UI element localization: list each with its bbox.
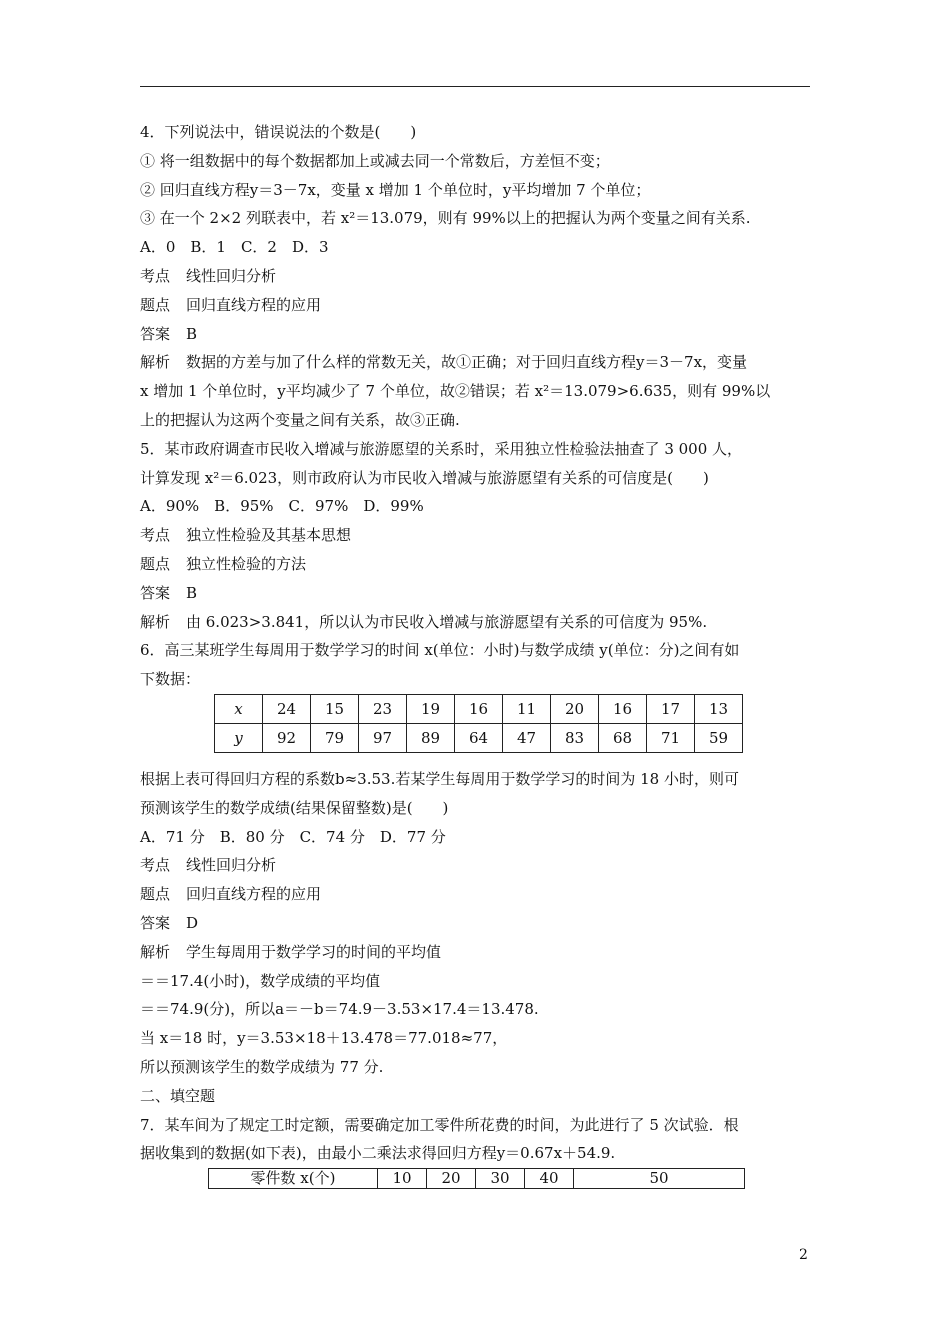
table-cell: 89: [407, 723, 455, 752]
page-number: 2: [799, 1247, 808, 1263]
analysis-text: 由 6.023>3.841，所以认为市民收入增减与旅游愿望有关系的可信度为 95%.: [186, 612, 708, 631]
table-cell: 59: [695, 723, 743, 752]
kaodian-label: 考点: [140, 526, 171, 545]
q4-stem: 4．下列说法中，错误说法的个数是( ): [140, 123, 417, 141]
answer-label: 答案: [140, 324, 171, 343]
table-cell: 97: [359, 723, 407, 752]
header-rule: [140, 86, 810, 87]
q7-stem-2: 据收集到的数据(如下表)，由最小二乘法求得回归方程y＝0.67x＋54.9.: [140, 1144, 616, 1163]
q6-analysis-2: ＝＝17.4(小时)，数学成绩的平均值: [140, 971, 381, 990]
table-cell: 92: [263, 723, 311, 752]
analysis-label: 解析: [140, 942, 171, 961]
table-cell: 30: [476, 1169, 525, 1189]
table-cell: 16: [455, 694, 503, 723]
table-cell: 40: [525, 1169, 574, 1189]
table-header: 零件数 x(个): [209, 1169, 378, 1189]
table-cell: 47: [503, 723, 551, 752]
q7-stem-1: 7．某车间为了规定工时定额，需要确定加工零件所花费的时间，为此进行了 5 次试验．根: [140, 1115, 739, 1134]
tidian-text: 回归直线方程的应用: [186, 295, 322, 314]
q4-analysis-3: 上的把握认为这两个变量之间有关系，故③正确.: [140, 410, 460, 429]
table-header-x: x: [215, 694, 263, 723]
analysis-text: 学生每周用于数学学习的时间的平均值: [186, 942, 442, 961]
table-row-y: [215, 723, 743, 752]
q4-answer: [140, 320, 810, 349]
q4-statement-1: ① 将一组数据中的每个数据都加上或减去同一个常数后，方差恒不变；: [140, 151, 610, 170]
table-cell: 13: [695, 694, 743, 723]
tidian-label: 题点: [140, 295, 171, 314]
analysis-label: 解析: [140, 353, 171, 372]
table-cell: 19: [407, 694, 455, 723]
q4-analysis-2: x 增加 1 个单位时，y平均减少了 7 个单位，故②错误；若 x²＝13.079>6.635，则有 99%以: [140, 382, 771, 401]
answer-text: B: [186, 583, 198, 602]
table-cell: 23: [359, 694, 407, 723]
q4-options: A．0 B．1 C．2 D．3: [140, 238, 329, 257]
q6-analysis-3: ＝＝74.9(分)，所以a＝－b＝74.9－3.53×17.4＝13.478.: [140, 1000, 539, 1019]
tidian-label: 题点: [140, 554, 171, 573]
table-cell: 15: [311, 694, 359, 723]
q5-kaodian: [140, 521, 810, 550]
table-cell: 71: [647, 723, 695, 752]
analysis-label: 解析: [140, 612, 171, 631]
q5-options: A．90% B．95% C．97% D．99%: [140, 497, 424, 516]
table-cell: 20: [427, 1169, 476, 1189]
table-header-y: y: [215, 723, 263, 752]
q7-data-table: [208, 1168, 745, 1189]
kaodian-text: 线性回归分析: [186, 266, 277, 285]
kaodian-label: 考点: [140, 266, 171, 285]
q6-tidian: [140, 880, 810, 909]
q6-answer: [140, 909, 810, 938]
table-cell: 16: [599, 694, 647, 723]
section-heading: 二、填空题: [140, 1086, 216, 1105]
table-cell: 20: [551, 694, 599, 723]
q6-stem-2: 下数据：: [140, 670, 201, 689]
q6-options: A．71 分 B．80 分 C．74 分 D．77 分: [140, 827, 446, 846]
q4-statement-2: ② 回归直线方程y＝3－7x，变量 x 增加 1 个单位时，y平均增加 7 个单位；: [140, 180, 651, 199]
table-row-x: [215, 694, 743, 723]
tidian-text: 回归直线方程的应用: [186, 885, 322, 904]
q5-analysis-1: [140, 608, 810, 637]
q6-stem-1: 6．高三某班学生每周用于数学学习的时间 x(单位：小时)与数学成绩 y(单位：分)之间有如: [140, 641, 740, 660]
q6-analysis-1: [140, 938, 810, 967]
q5-tidian: [140, 550, 810, 579]
q5-stem-1: 5．某市政府调查市民收入增减与旅游愿望的关系时，采用独立性检验法抽查了 3 000 人，: [140, 439, 743, 458]
table-cell: 50: [574, 1169, 745, 1189]
q6-analysis-5: 所以预测该学生的数学成绩为 77 分.: [140, 1057, 384, 1076]
kaodian-text: 独立性检验及其基本思想: [186, 526, 352, 545]
table-cell: 79: [311, 723, 359, 752]
kaodian-label: 考点: [140, 856, 171, 875]
q6-analysis-4: 当 x＝18 时，y＝3.53×18＋13.478＝77.018≈77，: [140, 1029, 508, 1048]
tidian-text: 独立性检验的方法: [186, 554, 307, 573]
q6-kaodian: [140, 851, 810, 880]
answer-label: 答案: [140, 583, 171, 602]
analysis-text: 数据的方差与加了什么样的常数无关，故①正确；对于回归直线方程y＝3－7x，变量: [186, 353, 748, 372]
q4-tidian: [140, 291, 810, 320]
q5-stem-2: 计算发现 x²＝6.023，则市政府认为市民收入增减与旅游愿望有关系的可信度是( ): [140, 468, 709, 487]
q5-answer: [140, 579, 810, 608]
q4-kaodian: [140, 262, 810, 291]
q6-data-table: [214, 694, 743, 753]
kaodian-text: 线性回归分析: [186, 856, 277, 875]
q6-after-2: 预测该学生的数学成绩(结果保留整数)是( ): [140, 798, 449, 817]
table-cell: 11: [503, 694, 551, 723]
table-cell: 83: [551, 723, 599, 752]
table-cell: 64: [455, 723, 503, 752]
q6-after-1: 根据上表可得回归方程的系数b≈3.53.若某学生每周用于数学学习的时间为 18 小时，则可: [140, 769, 739, 788]
table-cell: 10: [378, 1169, 427, 1189]
q4-statement-3: ③ 在一个 2×2 列联表中，若 x²＝13.079，则有 99%以上的把握认为两个变量之间有关系.: [140, 209, 751, 228]
table-cell: 17: [647, 694, 695, 723]
tidian-label: 题点: [140, 885, 171, 904]
answer-text: B: [186, 324, 198, 343]
document-body: [140, 118, 810, 1189]
q4-analysis-1: [140, 348, 810, 377]
answer-text: D: [186, 913, 199, 932]
table-cell: 24: [263, 694, 311, 723]
table-row: [209, 1169, 745, 1189]
table-cell: 68: [599, 723, 647, 752]
answer-label: 答案: [140, 913, 171, 932]
